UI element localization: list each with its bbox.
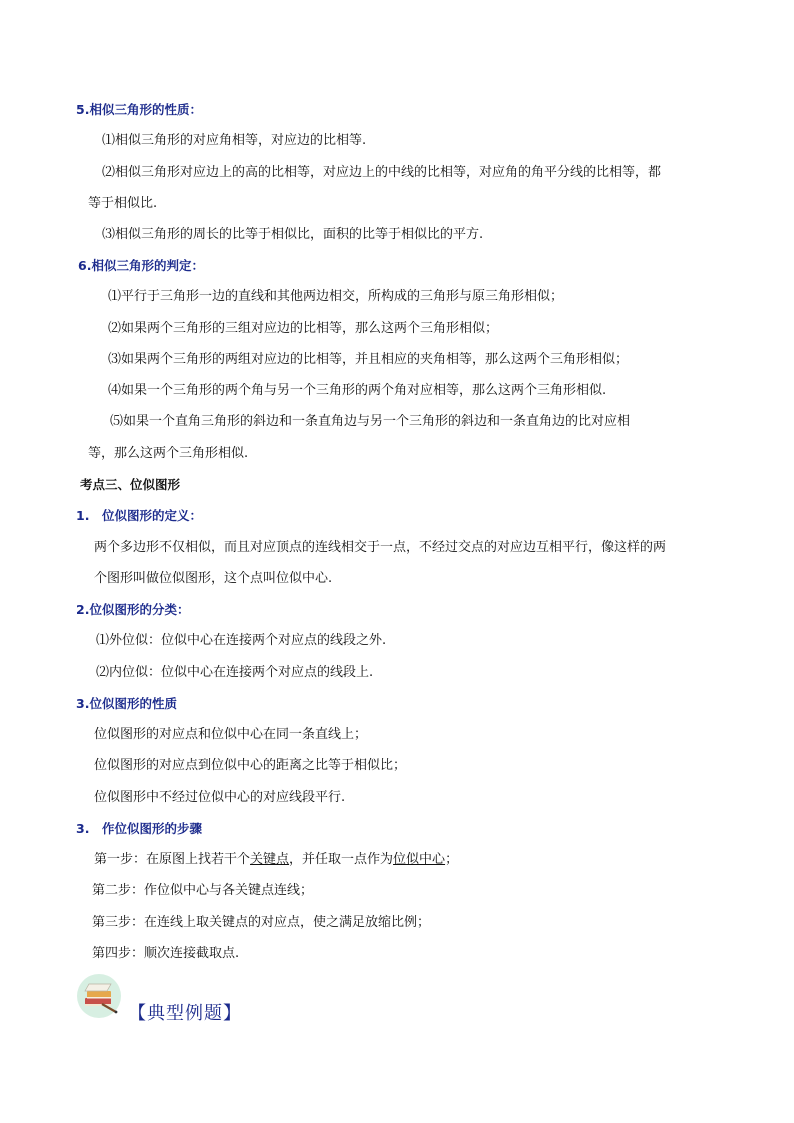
- sec6-item-4: ⑷如果一个三角形的两个角与另一个三角形的两个角对应相等，那么这两个三角形相似.: [108, 383, 607, 398]
- kaodian-3-heading: 考点三、位似图形: [80, 477, 181, 492]
- step-4: 第四步：顺次连接截取点.: [92, 946, 240, 961]
- weisi-property-1: 位似图形的对应点和位似中心在同一条直线上；: [94, 727, 368, 742]
- step-1-text-a: 第一步：在原图上找若干个: [94, 852, 251, 867]
- weisi-classification-heading: 2.位似图形的分类：: [76, 602, 190, 617]
- weisi-definition-line-1: 两个多边形不仅相似，而且对应顶点的连线相交于一点，不经过交点的对应边互相平行，像这样的两: [94, 540, 667, 555]
- step-1: [94, 851, 458, 869]
- step-2: 第二步：作位似中心与各关键点连线；: [92, 883, 314, 898]
- sec6-item-5-cont: 等，那么这两个三角形相似.: [88, 446, 249, 461]
- weisi-definition-line-2: 个图形叫做位似图形，这个点叫位似中心.: [94, 571, 333, 586]
- step-1-keypoints: 关键点: [250, 852, 290, 867]
- sec6-item-2: ⑵如果两个三角形的三组对应边的比相等，那么这两个三角形相似；: [108, 321, 499, 336]
- sec6-item-1: ⑴平行于三角形一边的直线和其他两边相交，所构成的三角形与原三角形相似；: [108, 289, 564, 304]
- section-5-heading: 5.相似三角形的性质：: [76, 102, 202, 117]
- sec6-item-3: ⑶如果两个三角形的两组对应边的比相等，并且相应的夹角相等，那么这两个三角形相似；: [108, 352, 629, 367]
- steps-heading: 3. 作位似图形的步骤: [76, 821, 202, 836]
- weisi-property-3: 位似图形中不经过位似中心的对应线段平行.: [94, 790, 346, 805]
- step-1-text-e: ；: [445, 852, 459, 867]
- weisi-class-item-2: ⑵内位似：位似中心在连接两个对应点的线段上.: [96, 665, 374, 680]
- sec5-item-2: ⑵相似三角形对应边上的高的比相等，对应边上的中线的比相等，对应角的角平分线的比相等，都: [102, 165, 662, 180]
- step-3: 第三步：在连线上取关键点的对应点，使之满足放缩比例；: [92, 915, 431, 930]
- sec6-item-5: ⑸如果一个直角三角形的斜边和一条直角边与另一个三角形的斜边和一条直角边的比对应相: [110, 414, 631, 429]
- sec5-item-3: ⑶相似三角形的周长的比等于相似比，面积的比等于相似比的平方.: [102, 227, 484, 242]
- weisi-class-item-1: ⑴外位似：位似中心在连接两个对应点的线段之外.: [96, 633, 387, 648]
- sec5-item-2-cont: 等于相似比.: [88, 196, 158, 211]
- weisi-property-2: 位似图形的对应点到位似中心的距离之比等于相似比；: [94, 758, 407, 773]
- sec5-item-1: ⑴相似三角形的对应角相等，对应边的比相等.: [102, 133, 367, 148]
- section-6-heading: 6.相似三角形的判定：: [78, 258, 204, 273]
- weisi-properties-heading: 3.位似图形的性质: [76, 696, 177, 711]
- step-1-center: 位似中心: [393, 852, 446, 867]
- weisi-definition-heading: 1. 位似图形的定义：: [76, 508, 202, 523]
- step-1-text-c: ，并任取一点作为: [289, 852, 394, 867]
- books-icon: [76, 973, 122, 1019]
- typical-examples-banner: 【典型例题】: [128, 1003, 242, 1024]
